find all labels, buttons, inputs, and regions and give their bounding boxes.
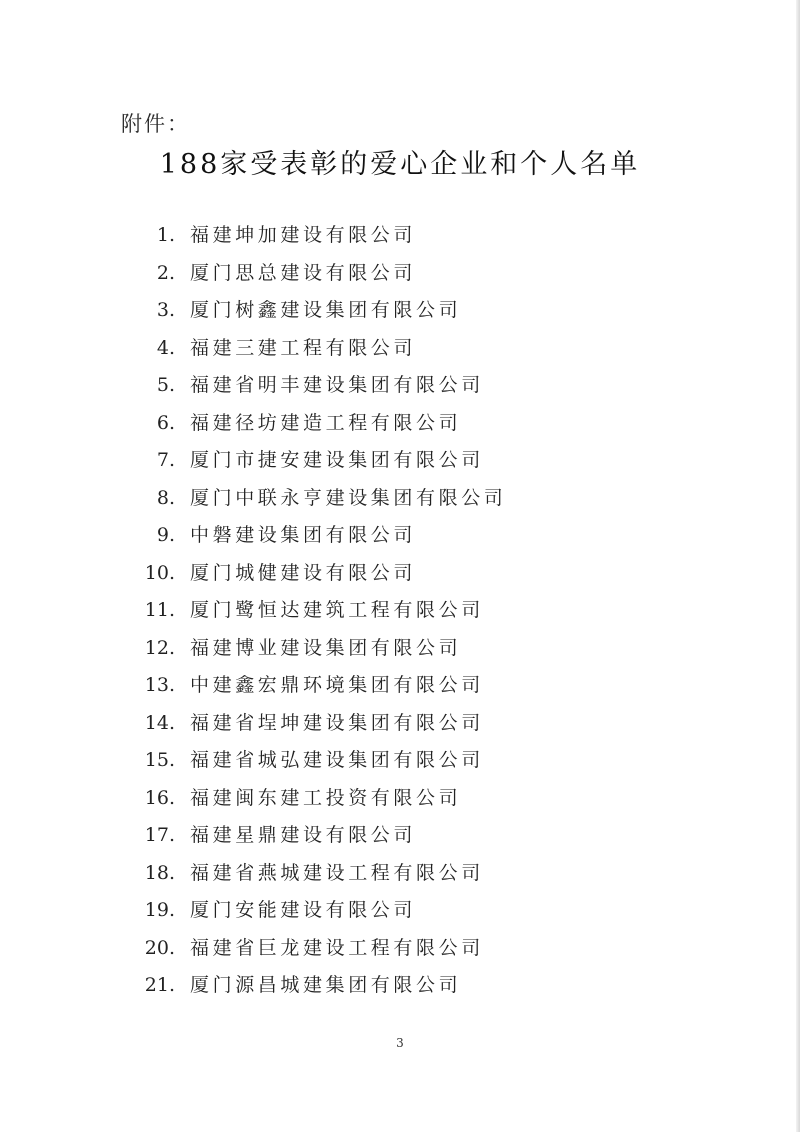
- list-item-number: 7.: [156, 449, 175, 471]
- list-item-number: 1.: [156, 224, 175, 246]
- list-item-name: 福建三建工程有限公司: [190, 336, 417, 359]
- list-item-name: 福建闽东建工投资有限公司: [190, 786, 462, 809]
- list-item: [0, 517, 800, 555]
- list-item: [0, 555, 800, 593]
- list-item-number: 19.: [144, 899, 175, 921]
- list-item: [0, 442, 800, 480]
- list-item-name: 厦门城健建设有限公司: [190, 561, 417, 584]
- list-item-name: 厦门鹭恒达建筑工程有限公司: [190, 599, 484, 621]
- list-item-number: 8.: [156, 486, 175, 509]
- list-item: [0, 592, 800, 630]
- list-item-name: 中磐建设集团有限公司: [190, 524, 417, 546]
- list-item: [0, 330, 800, 368]
- list-item: [0, 405, 800, 443]
- list-item-number: 13.: [144, 674, 175, 696]
- list-item-number: 12.: [144, 636, 175, 659]
- list-item-number: 9.: [156, 524, 175, 546]
- list-item-number: 16.: [144, 786, 175, 809]
- list-item: [0, 855, 800, 893]
- list-item-name: 厦门思总建设有限公司: [190, 261, 417, 284]
- list-item-name: 福建坤加建设有限公司: [190, 224, 417, 246]
- list-item-name: 福建省巨龙建设工程有限公司: [190, 936, 484, 959]
- list-item-number: 4.: [156, 336, 175, 359]
- list-item: [0, 255, 800, 293]
- list-item: [0, 480, 800, 518]
- list-item-name: 福建径坊建造工程有限公司: [190, 411, 462, 434]
- list-item-number: 3.: [156, 299, 175, 321]
- list-item-name: 福建省埕坤建设集团有限公司: [190, 711, 484, 734]
- list-item: [0, 705, 800, 743]
- list-item-number: 11.: [144, 599, 175, 621]
- list-item-number: 15.: [144, 749, 175, 771]
- list-item-name: 厦门树鑫建设集团有限公司: [190, 299, 462, 321]
- list-item-name: 中建鑫宏鼎环境集团有限公司: [190, 674, 484, 696]
- list-item-number: 17.: [144, 824, 175, 846]
- list-item: [0, 892, 800, 930]
- list-item-name: 福建省燕城建设工程有限公司: [190, 861, 484, 884]
- list-item-number: 18.: [144, 861, 175, 884]
- list-item-name: 厦门中联永亨建设集团有限公司: [190, 486, 507, 509]
- list-item-name: 厦门市捷安建设集团有限公司: [190, 449, 484, 471]
- list-item-name: 厦门源昌城建集团有限公司: [190, 974, 462, 996]
- list-item-number: 2.: [156, 261, 175, 284]
- list-item-number: 14.: [144, 711, 175, 734]
- list-item-number: 20.: [144, 936, 175, 959]
- list-item: [0, 217, 800, 255]
- list-item: [0, 292, 800, 330]
- list-item-number: 5.: [156, 374, 175, 396]
- list-item-name: 厦门安能建设有限公司: [190, 899, 417, 921]
- list-item: [0, 630, 800, 668]
- list-item-number: 6.: [156, 411, 175, 434]
- document-title: 188家受表彰的爱心企业和个人名单: [159, 149, 641, 180]
- attachment-label: 附件：: [121, 112, 190, 136]
- page-number: 3: [396, 1036, 404, 1050]
- list-item-name: 福建省城弘建设集团有限公司: [190, 749, 484, 771]
- list-item-name: 福建星鼎建设有限公司: [190, 824, 417, 846]
- list-item: [0, 930, 800, 968]
- list-item: [0, 667, 800, 705]
- list-item-number: 10.: [144, 561, 175, 584]
- list-item: [0, 367, 800, 405]
- list-item-name: 福建省明丰建设集团有限公司: [190, 374, 484, 396]
- list-item-number: 21.: [144, 974, 175, 996]
- list-item: [0, 742, 800, 780]
- list-item: [0, 780, 800, 818]
- honoree-list: [0, 217, 800, 1005]
- list-item: [0, 817, 800, 855]
- list-item-name: 福建博业建设集团有限公司: [190, 636, 462, 659]
- list-item: [0, 967, 800, 1005]
